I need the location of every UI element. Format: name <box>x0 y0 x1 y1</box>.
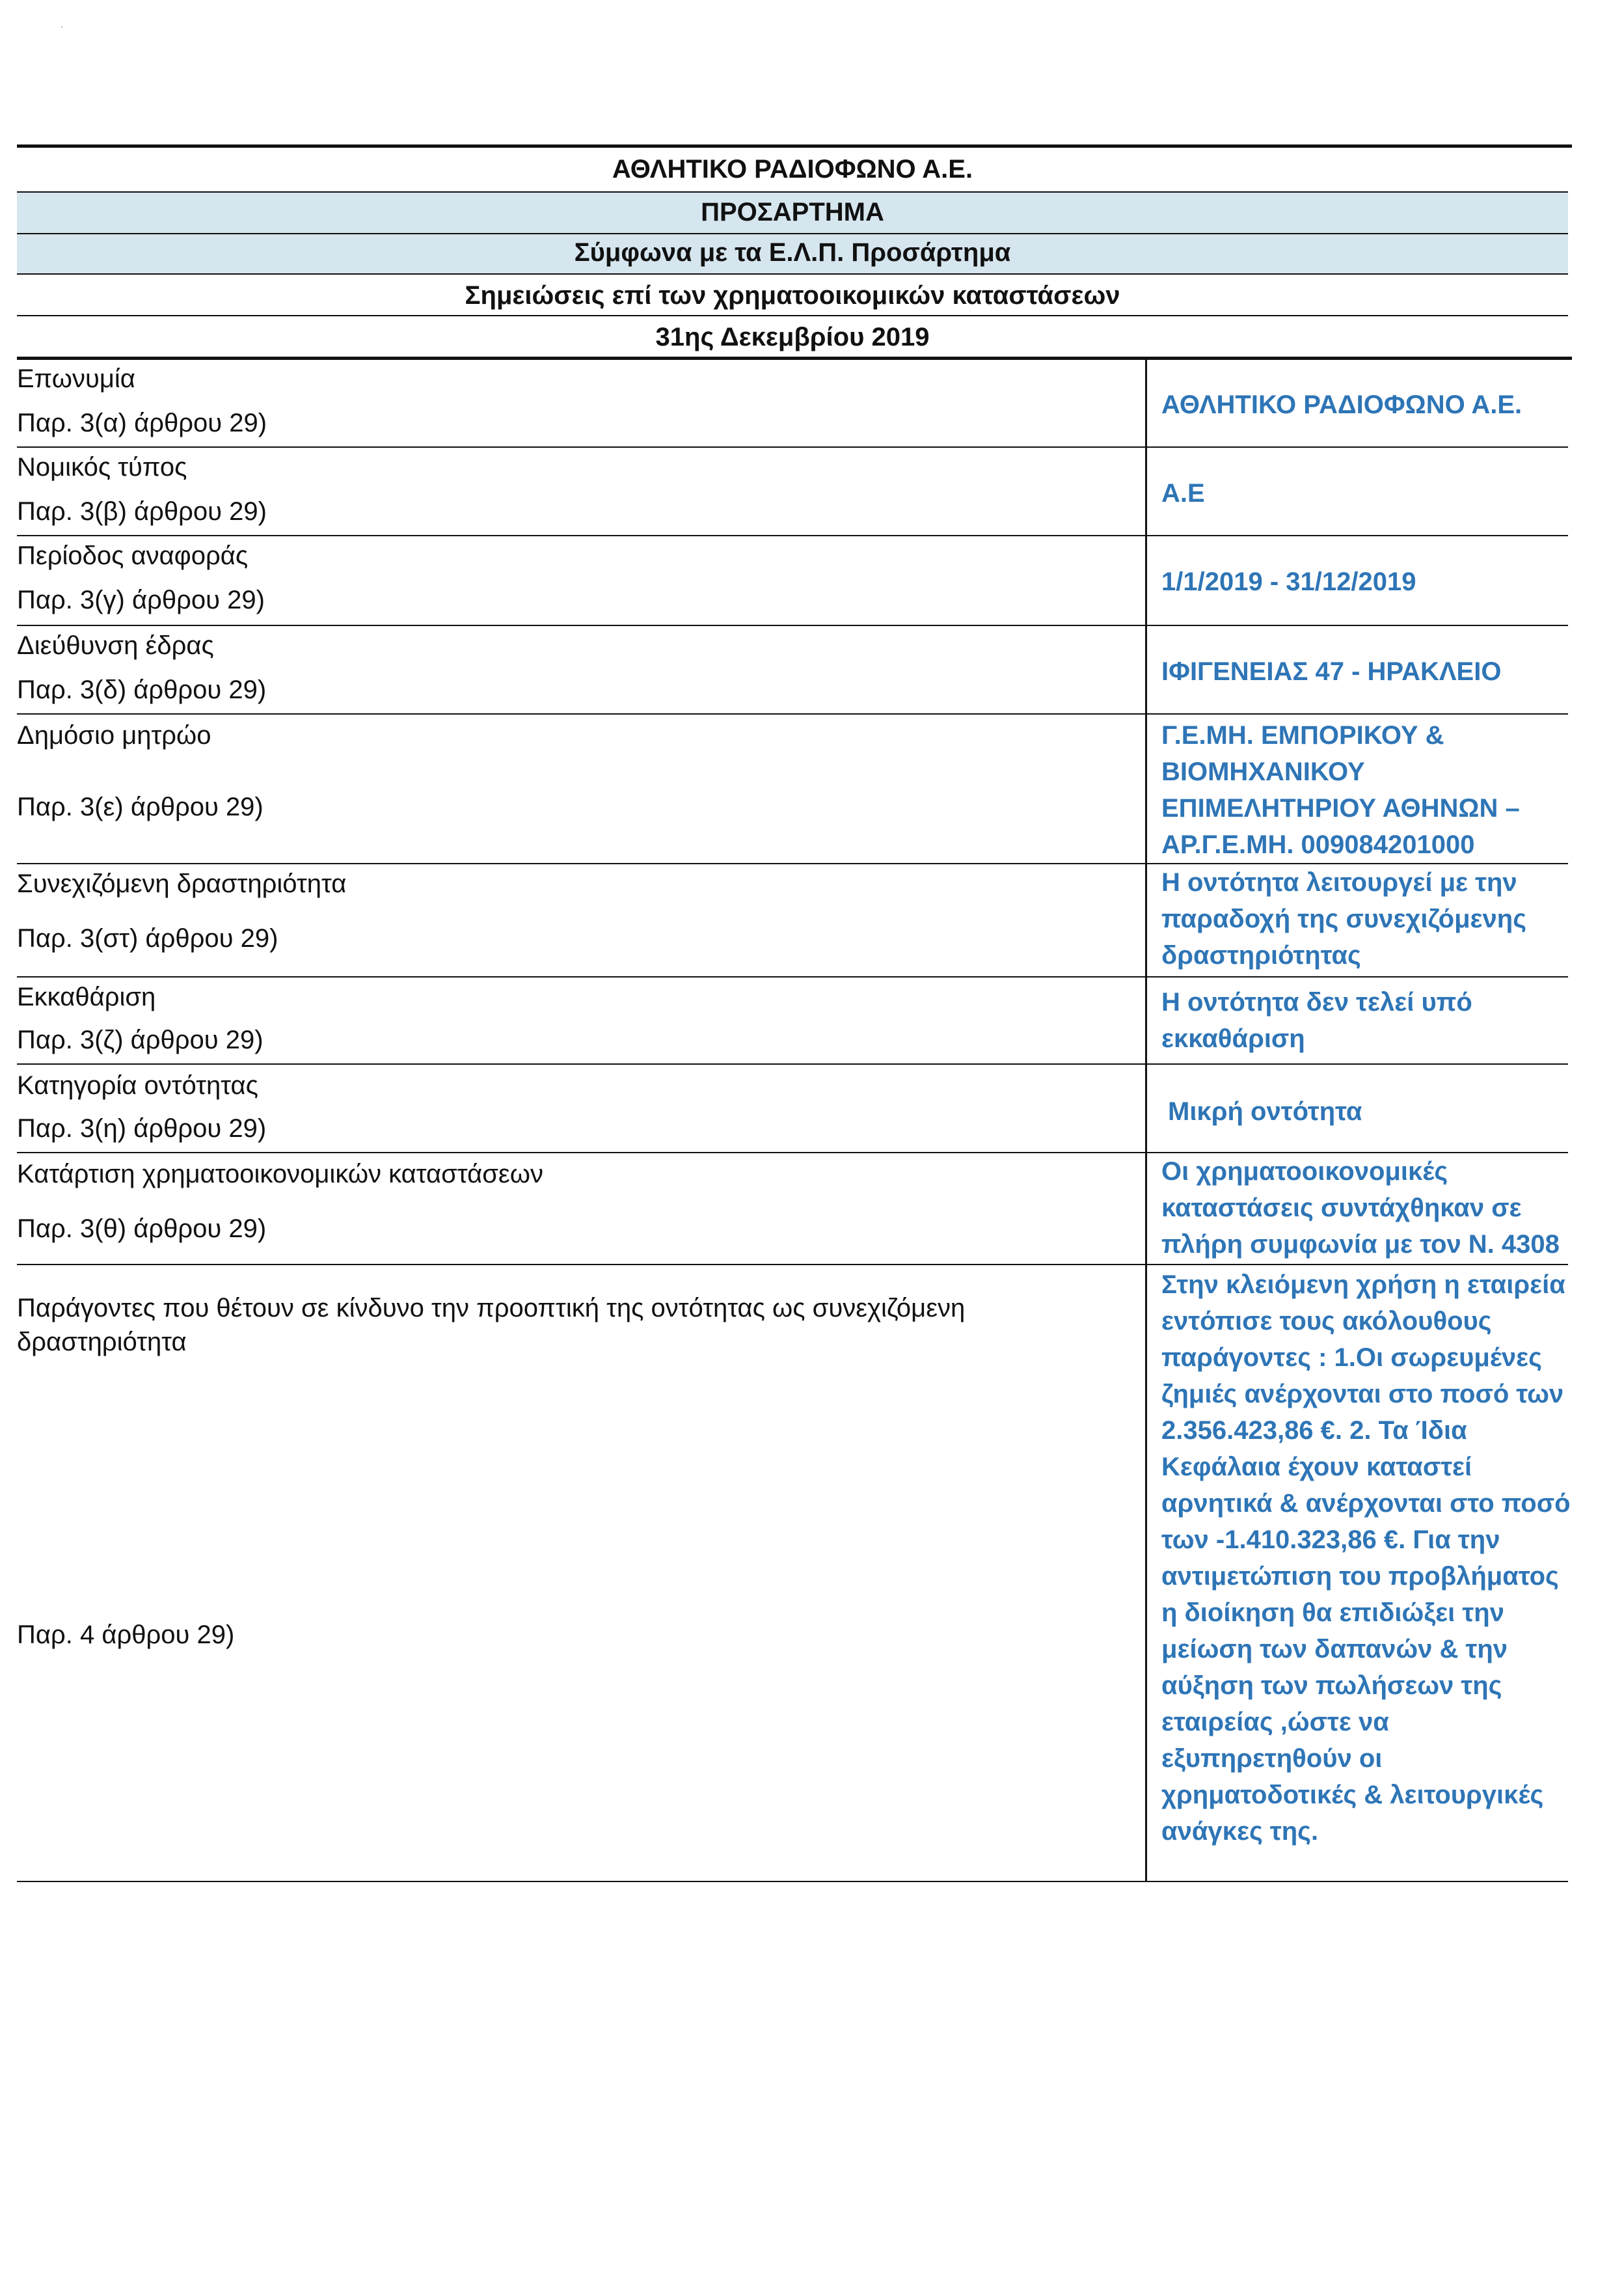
row-label: Συνεχιζόμενη δραστηριότητα <box>17 869 347 898</box>
row-value: ΑΘΛΗΤΙΚΟ ΡΑΔΙΟΦΩΝΟ Α.Ε. <box>1161 390 1522 419</box>
row-value: Η οντότητα λειτουργεί με την παραδοχή της συνεχιζόμενης δραστηριότητας <box>1161 868 1527 970</box>
row-ref: Παρ. 3(η) άρθρου 29) <box>17 1114 267 1143</box>
row-ref: Παρ. 3(β) άρθρου 29) <box>17 497 267 526</box>
row-rule <box>17 713 1568 715</box>
row-label-cont: δραστηριότητα <box>17 1328 187 1356</box>
bottom-rule <box>17 1881 1568 1882</box>
row-ref: Παρ. 4 άρθρου 29) <box>17 1620 235 1649</box>
row-label: Περίοδος αναφοράς <box>17 541 249 570</box>
row-value: Α.Ε <box>1161 479 1205 508</box>
annex-title: ΠΡΟΣΑΡΤΗΜΑ <box>701 198 884 226</box>
column-divider <box>1145 358 1147 1881</box>
row-ref: Παρ. 3(γ) άρθρου 29) <box>17 586 265 614</box>
row-value: 1/1/2019 - 31/12/2019 <box>1161 568 1416 596</box>
row-label: Νομικός τύπος <box>17 453 187 482</box>
row-label: Κατάρτιση χρηματοοικονομικών καταστάσεων <box>17 1160 543 1188</box>
row-value: Μικρή οντότητα <box>1168 1097 1362 1126</box>
row-ref: Παρ. 3(στ) άρθρου 29) <box>17 924 278 953</box>
row-label: Εκκαθάριση <box>17 983 156 1011</box>
row-value: Γ.Ε.ΜΗ. ΕΜΠΟΡΙΚΟΥ & ΒΙΟΜΗΧΑΝΙΚΟΥ ΕΠΙΜΕΛΗΤΗΡΙΟΥ ΑΘΗΝΩΝ – ΑΡ.Γ.Ε.ΜΗ. 009084201000 <box>1161 721 1520 859</box>
row-label: Δημόσιο μητρώο <box>17 721 211 750</box>
scan-speck: · <box>60 20 64 34</box>
row-label: Διεύθυνση έδρας <box>17 631 214 660</box>
header-rule <box>17 315 1568 316</box>
row-value: Στην κλειόμενη χρήση η εταιρεία εντόπισε τους ακόλουθους παράγοντες : 1.Οι σωρευμένες ζημιές ανέρχονται στο ποσό των 2.356.423,86 €. 2. Τα Ίδια Κεφάλαια έχουν καταστεί αρνητικά & ανέρχονται στο ποσό των -1.410.323,86 €. Για την αντιμετώπιση του προβλήματος η διοίκηση θα επιδιώξει την μείωση των δαπανών & την αύξηση των πωλήσεων της εταιρείας ,ώστε να εξυπηρετηθούν οι χρηματοδοτικές & λειτουργικές ανάγκες της. <box>1161 1270 1571 1846</box>
row-label: Κατηγορία οντότητας <box>17 1071 258 1100</box>
date-title: 31ης Δεκεμβρίου 2019 <box>655 323 930 351</box>
according-title: Σύμφωνα με τα Ε.Λ.Π. Προσάρτημα <box>574 238 1011 267</box>
row-value: ΙΦΙΓΕΝΕΙΑΣ 47 - ΗΡΑΚΛΕΙΟ <box>1161 657 1502 686</box>
top-rule <box>17 144 1572 148</box>
row-ref: Παρ. 3(α) άρθρου 29) <box>17 409 267 437</box>
row-rule <box>17 1264 1568 1265</box>
header-rule <box>17 233 1568 234</box>
row-rule <box>17 446 1568 448</box>
header-rule <box>17 357 1572 360</box>
company-title: ΑΘΛΗΤΙΚΟ ΡΑΔΙΟΦΩΝΟ Α.Ε. <box>612 155 973 184</box>
row-ref: Παρ. 3(ε) άρθρου 29) <box>17 793 264 821</box>
row-label: Παράγοντες που θέτουν σε κίνδυνο την προοπτική της οντότητας ως συνεχιζόμενη <box>17 1294 966 1322</box>
header-rule <box>17 273 1568 275</box>
row-rule <box>17 535 1568 536</box>
row-value: Οι χρηματοοικονομικές καταστάσεις συντάχθηκαν σε πλήρη συμφωνία με τον Ν. 4308 <box>1161 1157 1560 1259</box>
row-ref: Παρ. 3(δ) άρθρου 29) <box>17 676 267 704</box>
notes-title: Σημειώσεις επί των χρηματοοικομικών καταστάσεων <box>465 281 1120 310</box>
row-ref: Παρ. 3(ζ) άρθρου 29) <box>17 1026 264 1054</box>
row-rule <box>17 976 1568 978</box>
row-value: Η οντότητα δεν τελεί υπό εκκαθάριση <box>1161 988 1472 1053</box>
row-ref: Παρ. 3(θ) άρθρου 29) <box>17 1214 267 1243</box>
row-rule <box>17 1063 1568 1065</box>
row-label: Επωνυμία <box>17 364 135 393</box>
row-rule <box>17 625 1568 626</box>
